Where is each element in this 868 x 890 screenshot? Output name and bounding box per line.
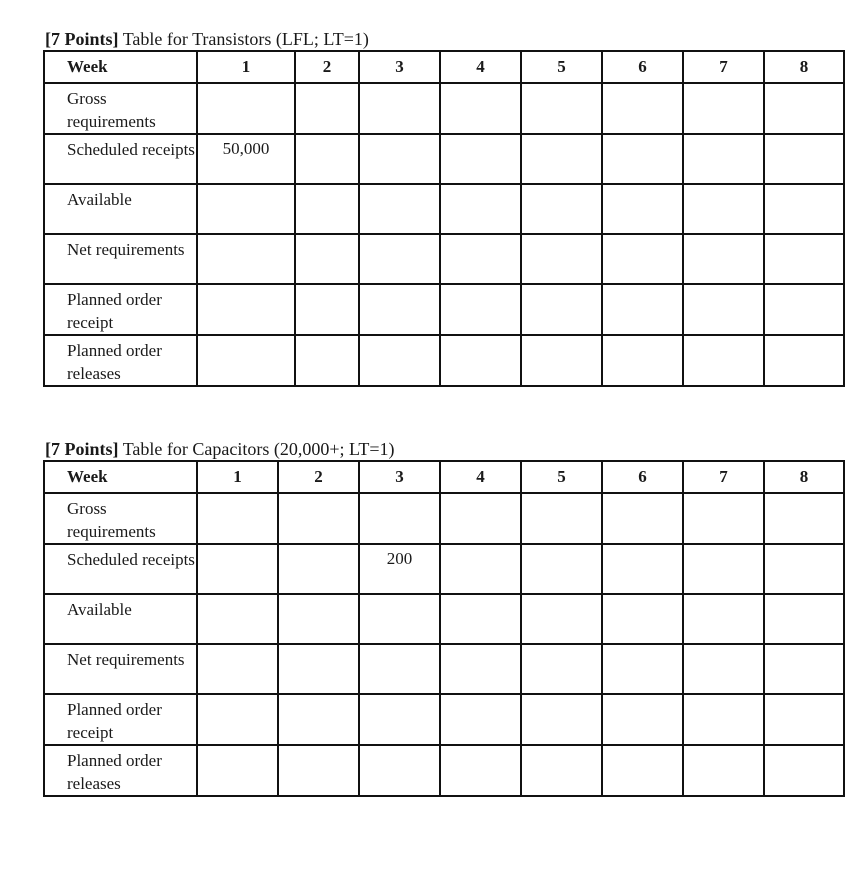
table-cell xyxy=(683,234,764,284)
table-row xyxy=(44,644,844,694)
table-cell xyxy=(197,184,295,234)
table-cell xyxy=(295,335,359,386)
table-cell xyxy=(683,493,764,544)
table-cell xyxy=(683,83,764,134)
table-cell xyxy=(440,745,521,796)
week-header: Week xyxy=(44,461,197,493)
table-cell xyxy=(359,644,440,694)
table-cell xyxy=(764,284,844,335)
table-cell xyxy=(521,745,602,796)
table-cell xyxy=(602,594,683,644)
table-cell xyxy=(764,745,844,796)
table-cell xyxy=(764,335,844,386)
table-row xyxy=(44,134,844,184)
table-cell xyxy=(295,234,359,284)
table-cell xyxy=(295,184,359,234)
table-row xyxy=(44,234,844,284)
capacitors-body xyxy=(44,493,844,796)
table-cell xyxy=(197,694,278,745)
table-cell xyxy=(359,694,440,745)
transistors-title: Table for Transistors (LFL; LT=1) xyxy=(122,29,369,49)
table-cell xyxy=(440,83,521,134)
table-cell xyxy=(764,134,844,184)
table-cell: 50,000 xyxy=(197,134,295,184)
table-cell xyxy=(521,644,602,694)
table-cell xyxy=(197,493,278,544)
week-number: 6 xyxy=(602,51,683,83)
week-number: 2 xyxy=(278,461,359,493)
row-label: Planned order receipt xyxy=(44,284,197,335)
table-cell xyxy=(440,594,521,644)
table-cell xyxy=(602,694,683,745)
row-label: Net requirements xyxy=(44,644,197,694)
table-cell xyxy=(197,234,295,284)
week-header: Week xyxy=(44,51,197,83)
week-number: 6 xyxy=(602,461,683,493)
row-label: Gross requirements xyxy=(44,83,197,134)
table-cell xyxy=(278,745,359,796)
table-cell xyxy=(602,493,683,544)
table-row xyxy=(44,544,844,594)
table-cell xyxy=(359,184,440,234)
week-number: 3 xyxy=(359,461,440,493)
row-label: Gross requirements xyxy=(44,493,197,544)
table-cell xyxy=(359,594,440,644)
row-label: Net requirements xyxy=(44,234,197,284)
table-cell xyxy=(440,493,521,544)
table-cell xyxy=(602,83,683,134)
capacitors-caption xyxy=(43,438,843,460)
table-cell xyxy=(521,594,602,644)
table-row xyxy=(44,284,844,335)
table-cell xyxy=(359,335,440,386)
table-cell xyxy=(440,694,521,745)
table-cell xyxy=(440,284,521,335)
week-number: 1 xyxy=(197,51,295,83)
row-label: Scheduled receipts xyxy=(44,544,197,594)
table-cell xyxy=(683,745,764,796)
capacitors-points: [7 Points] xyxy=(45,439,119,459)
table-cell xyxy=(521,134,602,184)
table-cell xyxy=(602,284,683,335)
row-label: Planned order releases xyxy=(44,745,197,796)
week-number: 5 xyxy=(521,51,602,83)
week-number: 4 xyxy=(440,461,521,493)
week-number: 8 xyxy=(764,51,844,83)
table-cell xyxy=(295,284,359,335)
table-cell xyxy=(359,745,440,796)
week-number: 7 xyxy=(683,461,764,493)
table-cell xyxy=(359,83,440,134)
table-cell xyxy=(764,544,844,594)
table-cell xyxy=(440,134,521,184)
table-cell xyxy=(764,644,844,694)
table-cell xyxy=(359,493,440,544)
table-cell xyxy=(764,83,844,134)
table-cell xyxy=(440,234,521,284)
table-cell xyxy=(764,234,844,284)
table-cell xyxy=(602,644,683,694)
capacitors-title: Table for Capacitors (20,000+; LT=1) xyxy=(122,439,395,459)
row-label: Scheduled receipts xyxy=(44,134,197,184)
table-cell xyxy=(602,544,683,594)
capacitors-header-row xyxy=(44,461,844,493)
table-row xyxy=(44,493,844,544)
table-cell xyxy=(359,284,440,335)
table-cell xyxy=(278,493,359,544)
week-number: 7 xyxy=(683,51,764,83)
table-cell xyxy=(359,234,440,284)
table-cell xyxy=(602,184,683,234)
table-cell xyxy=(197,594,278,644)
table-cell xyxy=(683,335,764,386)
table-row xyxy=(44,594,844,644)
table-cell xyxy=(521,284,602,335)
table-cell xyxy=(521,544,602,594)
table-cell xyxy=(521,493,602,544)
table-cell xyxy=(295,134,359,184)
table-cell xyxy=(683,184,764,234)
transistors-points: [7 Points] xyxy=(45,29,119,49)
table-cell xyxy=(683,134,764,184)
table-cell xyxy=(278,594,359,644)
table-cell xyxy=(602,335,683,386)
table-cell xyxy=(764,184,844,234)
table-cell xyxy=(683,544,764,594)
table-cell xyxy=(197,644,278,694)
row-label: Planned order receipt xyxy=(44,694,197,745)
table-row xyxy=(44,83,844,134)
table-cell xyxy=(521,184,602,234)
transistors-header-row xyxy=(44,51,844,83)
row-label: Available xyxy=(44,594,197,644)
table-cell xyxy=(440,544,521,594)
week-number: 5 xyxy=(521,461,602,493)
table-cell xyxy=(683,284,764,335)
table-cell xyxy=(440,335,521,386)
transistors-table xyxy=(43,50,845,387)
table-cell xyxy=(683,694,764,745)
week-number: 4 xyxy=(440,51,521,83)
table-cell xyxy=(521,335,602,386)
table-cell xyxy=(197,83,295,134)
capacitors-table xyxy=(43,460,845,797)
table-cell xyxy=(197,284,295,335)
row-label: Available xyxy=(44,184,197,234)
table-row xyxy=(44,184,844,234)
transistors-caption xyxy=(43,28,843,50)
table-cell xyxy=(295,83,359,134)
table-cell xyxy=(764,594,844,644)
table-cell: 200 xyxy=(359,544,440,594)
week-number: 8 xyxy=(764,461,844,493)
week-number: 2 xyxy=(295,51,359,83)
table-cell xyxy=(278,694,359,745)
table-cell xyxy=(278,644,359,694)
table-cell xyxy=(683,594,764,644)
transistors-section xyxy=(43,28,843,387)
table-cell xyxy=(521,83,602,134)
week-number: 1 xyxy=(197,461,278,493)
table-cell xyxy=(602,234,683,284)
table-cell xyxy=(278,544,359,594)
week-number: 3 xyxy=(359,51,440,83)
table-cell xyxy=(359,134,440,184)
table-cell xyxy=(764,493,844,544)
table-cell xyxy=(521,234,602,284)
transistors-body xyxy=(44,83,844,386)
table-row xyxy=(44,335,844,386)
table-row xyxy=(44,745,844,796)
table-cell xyxy=(197,335,295,386)
table-cell xyxy=(197,745,278,796)
table-row xyxy=(44,694,844,745)
table-cell xyxy=(440,184,521,234)
table-cell xyxy=(764,694,844,745)
table-cell xyxy=(602,745,683,796)
row-label: Planned order releases xyxy=(44,335,197,386)
capacitors-section xyxy=(43,438,843,797)
table-cell xyxy=(683,644,764,694)
table-cell xyxy=(521,694,602,745)
table-cell xyxy=(440,644,521,694)
table-cell xyxy=(602,134,683,184)
table-cell xyxy=(197,544,278,594)
